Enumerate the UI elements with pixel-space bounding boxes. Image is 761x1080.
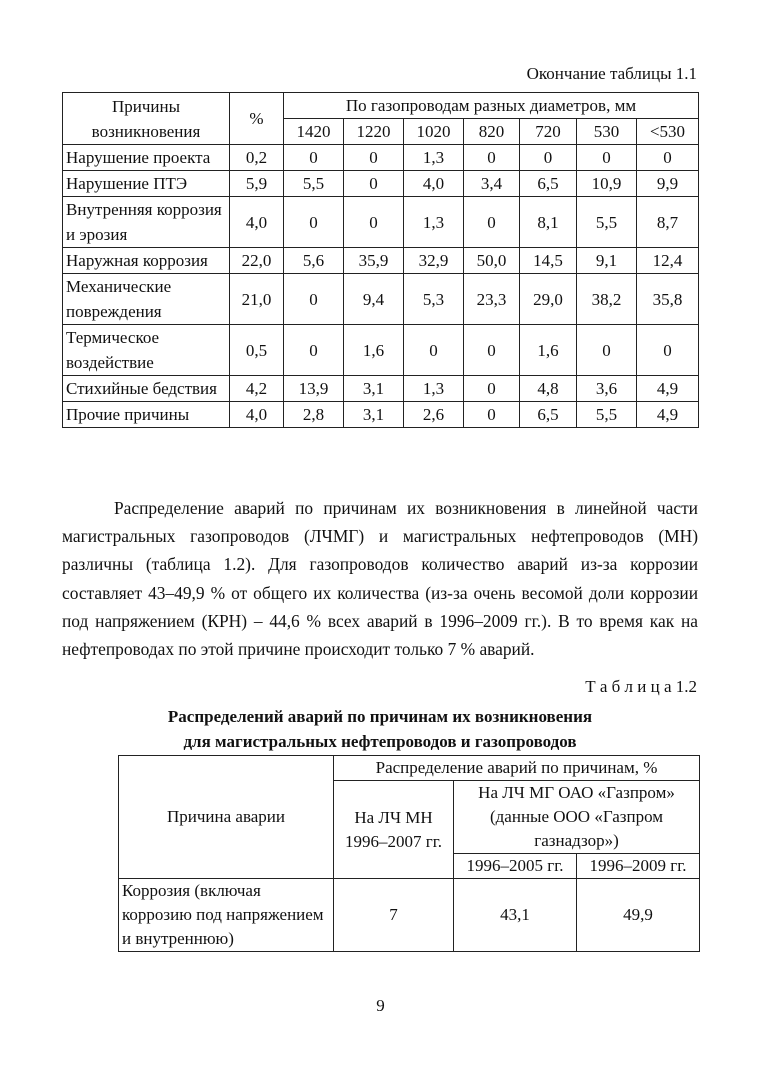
table-row — [63, 171, 699, 197]
header-diameter: <530 — [637, 119, 699, 145]
value-cell: 4,9 — [637, 402, 699, 428]
value-cell: 4,0 — [230, 402, 284, 428]
value-cell: 12,4 — [637, 248, 699, 274]
header-year-1: 1996–2005 гг. — [454, 854, 577, 879]
value-cell: 3,1 — [344, 376, 404, 402]
header-diameter: 1220 — [344, 119, 404, 145]
table-row — [119, 879, 700, 952]
table-row — [63, 376, 699, 402]
value-cell: 0 — [577, 145, 637, 171]
value-cell: 4,0 — [230, 197, 284, 248]
value-cell: 0 — [464, 145, 520, 171]
table-1-2 — [118, 755, 700, 952]
value-cell: 10,9 — [577, 171, 637, 197]
header-diameter: 530 — [577, 119, 637, 145]
header-diameter: 720 — [520, 119, 577, 145]
value-cell: 0 — [284, 325, 344, 376]
cause-cell: Нарушение проекта — [63, 145, 230, 171]
value-cell: 1,3 — [404, 197, 464, 248]
body-paragraph: Распределение аварий по причинам их возникновения в линейной части магистральных газопроводов (ЛЧМГ) и магистральных нефтепроводов (МН) различны (таблица 1.2). Для газопроводов количество аварий из-за коррозии составляет 43–49,9 % от общего их количества (из-за очень весомой доли коррозии под напряжением (КРН) – 44,6 % всех аварий в 1996–2009 гг.). В то время как на нефтепроводах по этой причине происходит только 7 % аварий. — [62, 498, 698, 660]
table-title-line: для магистральных нефтепроводов и газопроводов — [183, 732, 577, 751]
value-cell: 0 — [637, 145, 699, 171]
value-cell: 5,5 — [577, 197, 637, 248]
value-cell: 5,6 — [284, 248, 344, 274]
table-row — [63, 274, 699, 325]
cause-cell: Нарушение ПТЭ — [63, 171, 230, 197]
value-cell: 0 — [464, 376, 520, 402]
value-cell: 50,0 — [464, 248, 520, 274]
page-number: 9 — [376, 996, 385, 1015]
table-caption: Окончание таблицы 1.1 — [526, 64, 697, 83]
header-percent: % — [230, 93, 284, 145]
value-cell: 0 — [577, 325, 637, 376]
value-cell: 2,6 — [404, 402, 464, 428]
value-cell: 0,2 — [230, 145, 284, 171]
value-cell: 0 — [344, 197, 404, 248]
header-diameter: 1420 — [284, 119, 344, 145]
value-cell: 29,0 — [520, 274, 577, 325]
value-cell: 3,4 — [464, 171, 520, 197]
table-row — [63, 325, 699, 376]
value-cell: 49,9 — [577, 879, 700, 952]
value-cell: 9,9 — [637, 171, 699, 197]
value-cell: 0 — [520, 145, 577, 171]
value-cell: 4,8 — [520, 376, 577, 402]
value-cell: 1,6 — [344, 325, 404, 376]
header-diameter: 1020 — [404, 119, 464, 145]
value-cell: 32,9 — [404, 248, 464, 274]
value-cell: 35,8 — [637, 274, 699, 325]
cause-cell: Коррозия (включая коррозию под напряжением и внутреннюю) — [119, 879, 334, 952]
header-cause: Причина аварии — [119, 756, 334, 879]
value-cell: 4,2 — [230, 376, 284, 402]
value-cell: 0 — [404, 325, 464, 376]
cause-cell: Механические повреждения — [63, 274, 230, 325]
value-cell: 0 — [344, 145, 404, 171]
value-cell: 13,9 — [284, 376, 344, 402]
cause-cell: Стихийные бедствия — [63, 376, 230, 402]
value-cell: 7 — [334, 879, 454, 952]
value-cell: 38,2 — [577, 274, 637, 325]
value-cell: 14,5 — [520, 248, 577, 274]
value-cell: 43,1 — [454, 879, 577, 952]
cause-cell: Прочие причины — [63, 402, 230, 428]
header-mg: На ЛЧ МГ ОАО «Газпром» (данные ООО «Газпром газнадзор») — [454, 781, 700, 854]
table-row — [63, 248, 699, 274]
cause-cell: Внутренняя коррозия и эрозия — [63, 197, 230, 248]
value-cell: 23,3 — [464, 274, 520, 325]
table-label: Т а б л и ц а 1.2 — [585, 677, 697, 696]
value-cell: 0 — [344, 171, 404, 197]
table-row — [63, 145, 699, 171]
value-cell: 0 — [637, 325, 699, 376]
value-cell: 2,8 — [284, 402, 344, 428]
table-title-line: Распределений аварий по причинам их возникновения — [167, 707, 593, 726]
value-cell: 5,3 — [404, 274, 464, 325]
value-cell: 0 — [464, 197, 520, 248]
table-row — [63, 402, 699, 428]
value-cell: 0 — [284, 197, 344, 248]
value-cell: 6,5 — [520, 402, 577, 428]
value-cell: 8,7 — [637, 197, 699, 248]
value-cell: 6,5 — [520, 171, 577, 197]
table-1-1 — [62, 92, 699, 428]
header-mn: На ЛЧ МН 1996–2007 гг. — [334, 781, 454, 879]
value-cell: 4,0 — [404, 171, 464, 197]
cause-cell: Термическое воздействие — [63, 325, 230, 376]
value-cell: 4,9 — [637, 376, 699, 402]
header-cause: Причины возникновения — [63, 93, 230, 145]
value-cell: 3,1 — [344, 402, 404, 428]
value-cell: 9,1 — [577, 248, 637, 274]
value-cell: 5,9 — [230, 171, 284, 197]
value-cell: 0 — [464, 402, 520, 428]
table-title — [62, 704, 698, 754]
header-distribution: Распределение аварий по причинам, % — [334, 756, 700, 781]
value-cell: 22,0 — [230, 248, 284, 274]
header-diameters: По газопроводам разных диаметров, мм — [284, 93, 699, 119]
value-cell: 35,9 — [344, 248, 404, 274]
value-cell: 5,5 — [284, 171, 344, 197]
value-cell: 8,1 — [520, 197, 577, 248]
cause-cell: Наружная коррозия — [63, 248, 230, 274]
value-cell: 1,3 — [404, 145, 464, 171]
value-cell: 0 — [284, 274, 344, 325]
header-year-2: 1996–2009 гг. — [577, 854, 700, 879]
value-cell: 3,6 — [577, 376, 637, 402]
value-cell: 21,0 — [230, 274, 284, 325]
value-cell: 0 — [284, 145, 344, 171]
value-cell: 1,3 — [404, 376, 464, 402]
table-row — [63, 197, 699, 248]
header-diameter: 820 — [464, 119, 520, 145]
value-cell: 1,6 — [520, 325, 577, 376]
value-cell: 9,4 — [344, 274, 404, 325]
value-cell: 0 — [464, 325, 520, 376]
value-cell: 5,5 — [577, 402, 637, 428]
value-cell: 0,5 — [230, 325, 284, 376]
